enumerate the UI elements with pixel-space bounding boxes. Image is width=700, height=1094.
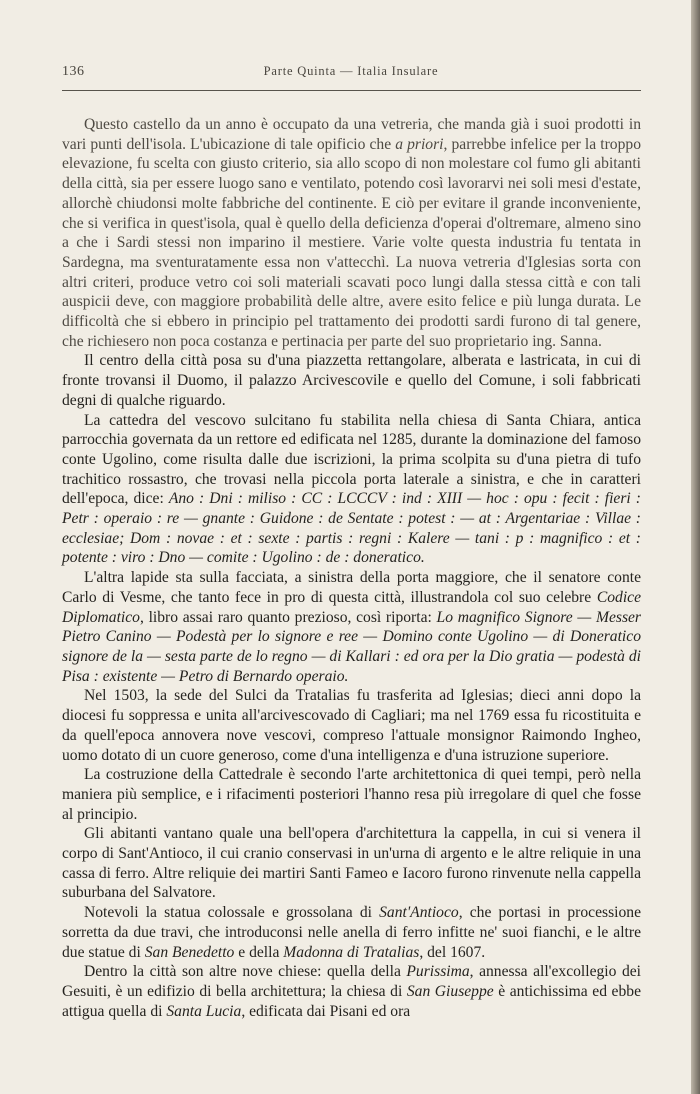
text-run: , parrebbe infelice per la troppo elevazione, fu scelta con giusto criterio, sia allo scopo di non molestare col fumo gli abitanti della città, sia per essere luogo sano e ventilato, potendo così lavorarvi nei soli mesi d'estate, allorchè chiudonsi molte fabbriche del continente. E ciò per evitare il grande inconveniente, che si verifica in quest'isola, qual è quello della deficienza d'operai d'oltremare, almeno sino a che i Sardi stessi non imparino il mestiere. Varie volte questa industria fu tentata in Sardegna, ma sventuratamente essa non v'attecchì. La nuova vetreria d'Iglesias sorta con altri criteri, produce vetro coi soli materiali scavati poco lungi dalla stessa città e con tali auspicii deve, con maggiore probabilità delle altre, avere esito felice e più lunga durata. Le difficoltà che si ebbero in principio pel trattamento dei prodotti sardi furono di tal genere, che richiesero non poca costanza e pertinacia per parte del suo proprietario ing. Sanna. [62,135,641,350]
text-run: Notevoli la statua colossale e grossolana di [84,904,380,922]
text-run: Il centro della città posa su d'una piazzetta rettangolare, alberata e lastricata, in cui di fronte trovansi il Duomo, il palazzo Arcivescovile e quello del Comune, i soli fabbricati degni di qualche riguardo. [62,352,641,409]
italic-run: Codice Diplomatico [62,588,641,626]
body-text [62,115,641,1021]
text-run: , edificata dai Pisani ed ora [241,1002,411,1020]
text-run: , che portasi in processione sorretta da due travi, che introduconsi nelle anella di ferro infitte ne' suoi fianchi, e le altre due statue di [62,904,641,961]
page-number: 136 [62,64,85,79]
text-run: La costruzione della Cattedrale è secondo l'arte architettonica di quei tempi, però nella maniera più semplice, e i rifacimenti posteriori l'hanno resa più irregolare di quel che fosse al principio. [62,766,641,823]
text-run: Questo castello da un anno è occupato da una vetreria, che manda già i suoi prodotti in vari punti dell'isola. L'ubicazione di tale opificio che [62,116,641,153]
text-run: Dentro la città son altre nove chiese: quella della [84,963,407,981]
italic-run: Lo magnifico Signore — Messer Pietro Canino — Podestà per lo signore e ree — Domino conte Ugolino — di Doneratico signore de la — sesta parte de lo regno — di Kallari : ed ora per la Dio gratia — podestà di Pisa : existente — Petro di Bernardo operaio. [62,608,642,685]
italic-run: Sant'Antioco [379,904,459,922]
italic-run: Ano : Dni : miliso : CC : LCCCV : ind : XIII — hoc : opu : fecit : fieri : Petr : operaio : re — gnante : Guidone : de Sentate : potest : — at : Argentariae : Villae : ecclesiae; Dom : novae : et : sexte : partis : regni : Kalere — tani : p : magnifico : et : potente : viro : Dno — comite : Ugolino : de : doneratico. [62,490,641,567]
paragraph-chiese [62,962,641,1021]
text-run: è antichissima ed ebbe attigua quella di [62,982,641,1020]
page-header [62,64,640,86]
paragraph-centro [62,351,641,410]
italic-run: Purissima [406,963,470,981]
paragraph-cappella [62,824,641,903]
paragraph-vetreria [62,115,641,351]
page-edge-shadow [691,0,700,1094]
text-run: La cattedra del vescovo sulcitano fu stabilita nella chiesa di Santa Chiara, antica parrocchia governata da un rettore ed edificata nel 1285, durante la dominazione del famoso conte Ugolino, come risulta dalle due iscrizioni, la prima scolpita su d'una pietra di tufo trachitico rossastro, che trovasi nella piccola porta laterale a sinistra, e che in caratteri dell'epoca, dice: [62,411,641,508]
paragraph-statue [62,903,641,962]
text-run: Nel 1503, la sede del Sulci da Tratalias fu trasferita ad Iglesias; dieci anni dopo la diocesi fu soppressa e unita all'arcivescovado di Cagliari; ma nel 1769 essa fu ricostituita e da quell'epoca annovera nove vescovi, compreso l'attuale monsignor Raimondo Ingheo, uomo dotato di un cuore generoso, come d'una intelligenza e d'una istruzione superiore. [62,687,641,764]
running-title: Parte Quinta — Italia Insulare [263,64,439,78]
text-run: , del 1607. [419,943,486,961]
italic-run: Santa Lucia [166,1002,242,1020]
paragraph-costruzione [62,765,641,824]
italic-run: San Giuseppe [406,982,494,1000]
italic-run: San Benedetto [144,943,235,961]
italic-run: a priori [395,135,444,153]
text-run: e della [234,943,284,961]
text-run: , libro assai raro quanto prezioso, così riporta: [139,608,437,626]
paragraph-lapide [62,568,641,686]
italic-run: Madonna di Tratalias [283,943,420,961]
text-run: , annessa all'excollegio dei Gesuiti, è un edifizio di bella architettura; la chiesa di [62,963,642,1000]
paragraph-cattedra [62,411,641,569]
text-run: Gli abitanti vantano quale una bell'opera d'architettura la cappella, in cui si venera il corpo di Sant'Antioco, il cui cranio conservasi in un'urna di argento e le altre reliquie in una cassa di ferro. Altre reliquie dei martiri Santi Fameo e Iacoro furono rinvenute nella cappella suburbana del Salvatore. [62,825,641,902]
paragraph-sede [62,686,641,765]
text-run: L'altra lapide sta sulla facciata, a sinistra della porta maggiore, che il senatore conte Carlo di Vesme, che tanto fece in pro di questa città, illustrandola col suo celebre [62,569,641,606]
header-rule [62,90,641,91]
